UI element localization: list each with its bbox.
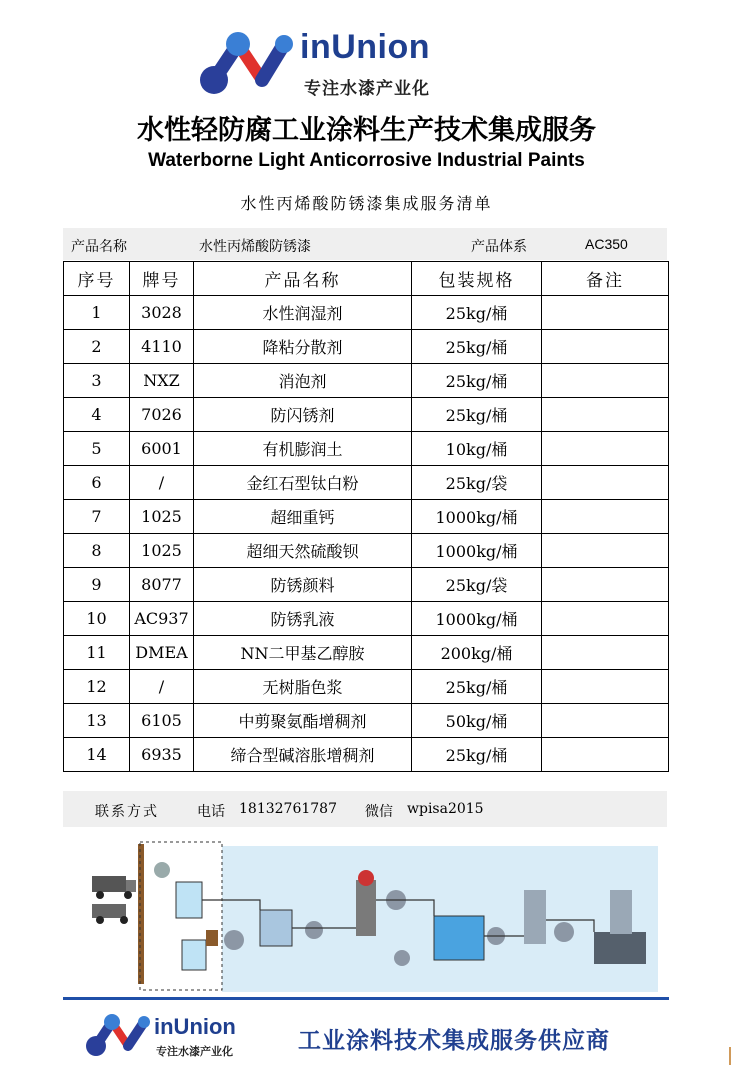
cell-product-name: NN二甲基乙醇胺 <box>194 636 412 670</box>
cell-product-name: 超细天然硫酸钡 <box>194 534 412 568</box>
table-row <box>64 602 669 636</box>
cell-packaging: 1000kg/桶 <box>412 602 542 636</box>
table-header-row <box>64 262 669 296</box>
page-title: 水性轻防腐工业涂料生产技术集成服务 <box>137 115 596 146</box>
footer-slogan: 工业涂料技术集成服务供应商 <box>298 1028 610 1054</box>
phone-label: 电话 <box>197 804 225 820</box>
list-title: 水性丙烯酸防锈漆集成服务清单 <box>240 194 493 213</box>
cell-product-name: 防锈乳液 <box>194 602 412 636</box>
cell-index: 5 <box>64 432 130 466</box>
cell-remarks <box>542 670 669 704</box>
cell-packaging: 25kg/袋 <box>412 466 542 500</box>
cell-remarks <box>542 398 669 432</box>
cell-index: 11 <box>64 636 130 670</box>
cell-product-name: 消泡剂 <box>194 364 412 398</box>
brand-logo <box>196 28 456 102</box>
cell-index: 1 <box>64 296 130 330</box>
contact-bar <box>63 791 667 827</box>
cell-code: NXZ <box>130 364 194 398</box>
header-remarks: 备注 <box>542 262 669 296</box>
cell-product-name: 有机膨润土 <box>194 432 412 466</box>
header-index: 序号 <box>64 262 130 296</box>
cell-index: 4 <box>64 398 130 432</box>
table-row <box>64 738 669 772</box>
cell-product-name: 超细重钙 <box>194 500 412 534</box>
cell-index: 10 <box>64 602 130 636</box>
cell-remarks <box>542 738 669 772</box>
cell-code: / <box>130 670 194 704</box>
cell-product-name: 中剪聚氨酯增稠剂 <box>194 704 412 738</box>
cell-product-name: 水性润湿剂 <box>194 296 412 330</box>
phone-number: 18132761787 <box>239 801 337 817</box>
product-name-value: 水性丙烯酸防锈漆 <box>199 239 311 255</box>
header-packaging: 包装规格 <box>412 262 542 296</box>
footer-logo <box>84 1010 264 1060</box>
cell-code: 6001 <box>130 432 194 466</box>
footer-divider <box>63 997 669 1000</box>
contact-label: 联系方式 <box>95 804 159 820</box>
cell-product-name: 金红石型钛白粉 <box>194 466 412 500</box>
table-row <box>64 568 669 602</box>
production-process-diagram <box>84 840 658 992</box>
cell-index: 7 <box>64 500 130 534</box>
cell-index: 12 <box>64 670 130 704</box>
cell-code: DMEA <box>130 636 194 670</box>
wechat-id: wpisa2015 <box>407 801 484 817</box>
table-row <box>64 500 669 534</box>
cell-remarks <box>542 636 669 670</box>
cell-remarks <box>542 704 669 738</box>
cell-packaging: 25kg/桶 <box>412 330 542 364</box>
cell-product-name: 防锈颜料 <box>194 568 412 602</box>
cell-remarks <box>542 568 669 602</box>
cell-code: AC937 <box>130 602 194 636</box>
product-system-value: AC350 <box>585 236 628 252</box>
cell-index: 13 <box>64 704 130 738</box>
table-row <box>64 534 669 568</box>
cell-packaging: 10kg/桶 <box>412 432 542 466</box>
cell-remarks <box>542 296 669 330</box>
cell-code: 7026 <box>130 398 194 432</box>
cell-index: 9 <box>64 568 130 602</box>
cell-code: 8077 <box>130 568 194 602</box>
wechat-label: 微信 <box>365 804 393 820</box>
cell-packaging: 25kg/桶 <box>412 296 542 330</box>
cell-remarks <box>542 534 669 568</box>
cell-code: 6935 <box>130 738 194 772</box>
brand-name: inUnion <box>300 28 431 66</box>
cell-remarks <box>542 432 669 466</box>
table-row <box>64 636 669 670</box>
cell-code: 1025 <box>130 534 194 568</box>
cell-remarks <box>542 500 669 534</box>
table-row <box>64 432 669 466</box>
footer-brand-name: inUnion <box>154 1014 236 1039</box>
cell-code: / <box>130 466 194 500</box>
brand-mark-icon <box>196 30 296 100</box>
cell-packaging: 25kg/桶 <box>412 670 542 704</box>
cell-product-name: 降粘分散剂 <box>194 330 412 364</box>
header-code: 牌号 <box>130 262 194 296</box>
cell-code: 1025 <box>130 500 194 534</box>
brand-tagline: 专注水漆产业化 <box>304 79 430 99</box>
table-row <box>64 330 669 364</box>
cell-packaging: 200kg/桶 <box>412 636 542 670</box>
cell-remarks <box>542 602 669 636</box>
table-row <box>64 364 669 398</box>
cell-code: 6105 <box>130 704 194 738</box>
cell-packaging: 25kg/桶 <box>412 398 542 432</box>
cell-packaging: 25kg/桶 <box>412 364 542 398</box>
brand-mark-icon <box>84 1012 152 1060</box>
cell-index: 6 <box>64 466 130 500</box>
cell-product-name: 无树脂色浆 <box>194 670 412 704</box>
cell-packaging: 25kg/桶 <box>412 738 542 772</box>
cell-packaging: 1000kg/桶 <box>412 500 542 534</box>
cell-code: 3028 <box>130 296 194 330</box>
product-info-bar <box>63 228 667 260</box>
table-row <box>64 704 669 738</box>
cell-code: 4110 <box>130 330 194 364</box>
cell-product-name: 缔合型碱溶胀增稠剂 <box>194 738 412 772</box>
cell-packaging: 1000kg/桶 <box>412 534 542 568</box>
page-subtitle: Waterborne Light Anticorrosive Industrial Paints <box>148 150 585 171</box>
cell-index: 14 <box>64 738 130 772</box>
table-row <box>64 296 669 330</box>
footer-brand-tagline: 专注水漆产业化 <box>156 1045 233 1058</box>
cell-remarks <box>542 364 669 398</box>
product-table <box>63 261 669 772</box>
cell-packaging: 50kg/桶 <box>412 704 542 738</box>
cell-remarks <box>542 466 669 500</box>
header-product-name: 产品名称 <box>194 262 412 296</box>
product-system-label: 产品体系 <box>471 239 527 255</box>
table-row <box>64 466 669 500</box>
cell-index: 3 <box>64 364 130 398</box>
cell-product-name: 防闪锈剂 <box>194 398 412 432</box>
cell-packaging: 25kg/袋 <box>412 568 542 602</box>
cell-remarks <box>542 330 669 364</box>
table-row <box>64 398 669 432</box>
table-row <box>64 670 669 704</box>
cell-index: 8 <box>64 534 130 568</box>
cell-index: 2 <box>64 330 130 364</box>
product-name-label: 产品名称 <box>71 239 127 255</box>
edge-mark <box>729 1047 731 1065</box>
